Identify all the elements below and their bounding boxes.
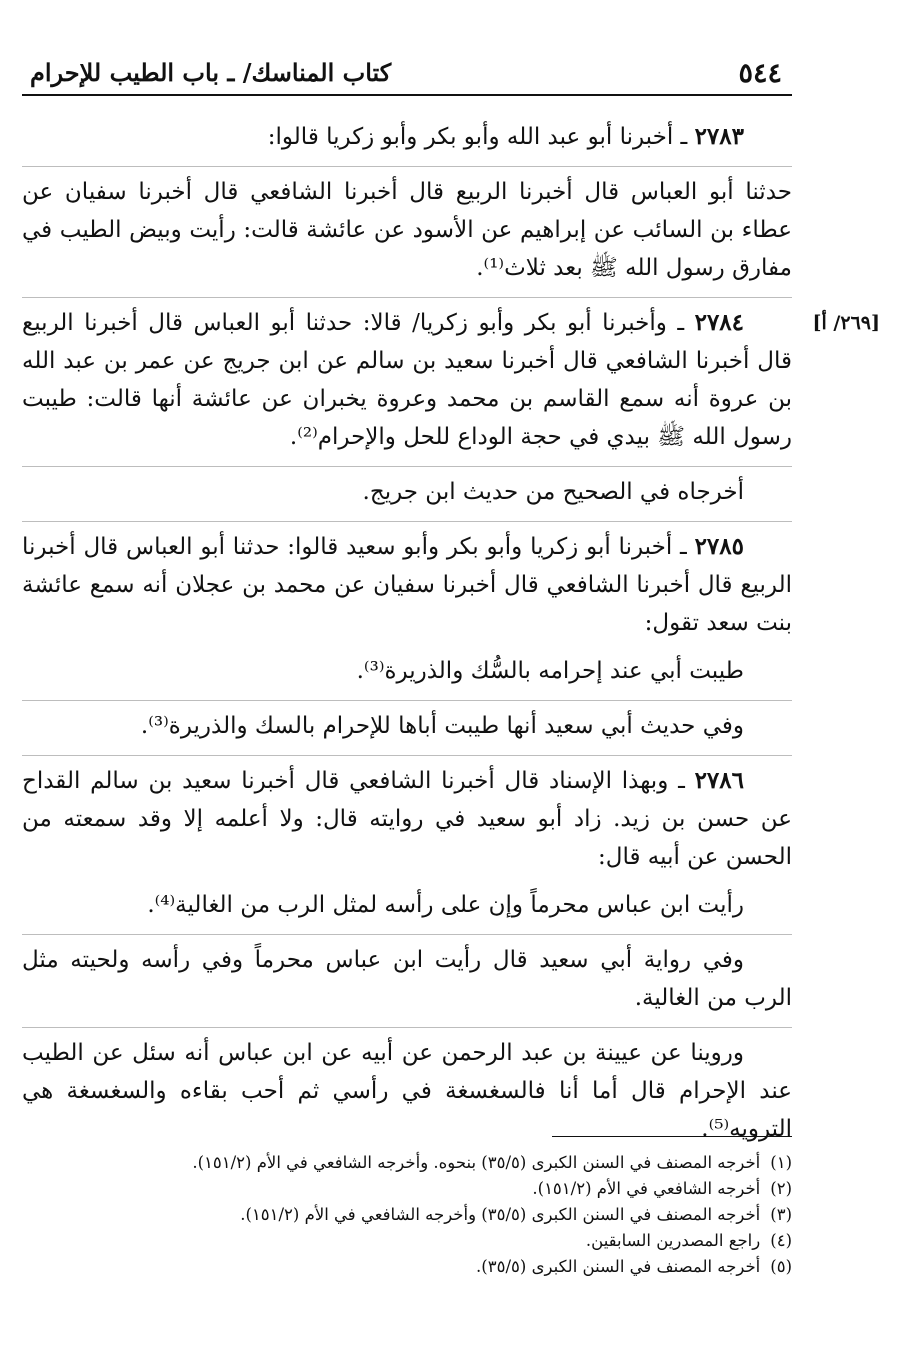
hadith-2785-quote xyxy=(22,652,792,690)
hadith-number: ٢٧٨٤ xyxy=(694,309,745,336)
hadith-number: ٢٧٨٦ xyxy=(694,767,744,794)
footnote-number: (٢) xyxy=(770,1179,792,1198)
footnote-text: أخرجه المصنف في السنن الكبرى (٣٥/٥) وأخرجه الشافعي في الأم (١٥١/٢). xyxy=(240,1205,761,1224)
footnote-5 xyxy=(112,1254,792,1280)
paragraph-text: طيبت أبي عند إحرامه بالسُّك والذريرة⁽³⁾. xyxy=(356,658,744,684)
hadith-2783-text xyxy=(22,166,792,287)
paragraph-text: وفي رواية أبي سعيد قال رأيت ابن عباس محرماً وفي رأسه ولحيته مثل الرب من الغالية. xyxy=(22,947,792,1011)
paragraph-text: ـ أخبرنا أبو عبد الله وأبو بكر وأبو زكريا قالوا: xyxy=(267,124,695,150)
page-header xyxy=(22,48,792,96)
hadith-number: ٢٧٨٣ xyxy=(694,123,744,150)
footnote-text: أخرجه المصنف في السنن الكبرى (٣٥/٥). xyxy=(476,1257,761,1276)
paragraph-text: وفي حديث أبي سعيد أنها طيبت أباها للإحرام بالسك والذريرة⁽³⁾. xyxy=(140,713,744,739)
page-number: ٥٤٤ xyxy=(738,58,782,89)
paragraph-text: وروينا عن عيينة بن عبد الرحمن عن أبيه عن ابن عباس أنه سئل عن الطيب عند الإحرام قال أما أنا فالسغسغة في رأسي ثم أحب بقاءه والسغسغة هي الترويه⁽⁵⁾. xyxy=(22,1040,792,1142)
hadith-2783-heading xyxy=(22,118,792,156)
footnote-3 xyxy=(112,1202,792,1228)
footnote-1 xyxy=(112,1150,792,1176)
paragraph-text: أخرجاه في الصحيح من حديث ابن جريج. xyxy=(362,479,744,505)
footnote-text: أخرجه الشافعي في الأم (١٥١/٢). xyxy=(532,1179,761,1198)
hadith-2785 xyxy=(22,521,792,642)
paragraph-text: ـ وأخبرنا أبو بكر وأبو زكريا/ قالا: حدثنا أبو العباس قال أخبرنا الربيع قال أخبرنا الشافعي قال أخبرنا سعيد بن سالم عن ابن جريج عن عمر بن عبد الله بن عروة أنه سمع القاسم بن محمد وعروة يخبران عن عائشة أنها قالت: طيبت رسول الله ﷺ بيدي في حجة الوداع للحل والإحرام⁽²⁾. xyxy=(22,310,792,450)
paragraph-text: رأيت ابن عباس محرماً وإن على رأسه لمثل الرب من الغالية⁽⁴⁾. xyxy=(147,892,744,918)
footnote-number: (٤) xyxy=(770,1231,792,1250)
main-text xyxy=(22,118,792,1158)
footnote-2 xyxy=(112,1176,792,1202)
paragraph-text: حدثنا أبو العباس قال أخبرنا الربيع قال أخبرنا الشافعي قال أخبرنا سفيان عن عطاء بن السائب عن إبراهيم عن الأسود عن عائشة قالت: رأيت وبيض الطيب في مفارق رسول الله ﷺ بعد ثلاث⁽¹⁾. xyxy=(22,179,792,281)
hadith-2784 xyxy=(22,297,792,456)
paragraph-text: ـ وبهذا الإسناد قال أخبرنا الشافعي قال أخبرنا سعيد بن سالم القداح عن حسن بن زيد. زاد أبو سعيد في روايته قال: ولا أعلمه إلا وقد سمعته من الحسن عن أبيه قال: xyxy=(22,768,792,870)
footnote-number: (٥) xyxy=(770,1257,792,1276)
footnotes xyxy=(112,1150,792,1280)
hadith-2786-variant xyxy=(22,934,792,1017)
hadith-number: ٢٧٨٥ xyxy=(694,533,744,560)
closing-report xyxy=(22,1027,792,1148)
paragraph-text: ـ أخبرنا أبو زكريا وأبو بكر وأبو سعيد قالوا: حدثنا أبو العباس قال أخبرنا الربيع قال أخبرنا الشافعي قال أخبرنا سفيان عن محمد بن عجلان أنه سمع عائشة بنت سعد تقول: xyxy=(22,534,792,636)
hadith-2785-variant xyxy=(22,700,792,745)
footnote-text: أخرجه المصنف في السنن الكبرى (٣٥/٥) بنحوه. وأخرجه الشافعي في الأم (١٥١/٢). xyxy=(192,1153,761,1172)
footnote-4 xyxy=(112,1228,792,1254)
running-title: كتاب المناسك/ ـ باب الطيب للإحرام xyxy=(30,58,392,87)
margin-folio-note: [٢٦٩/ أ] xyxy=(812,312,880,334)
takhrij-note xyxy=(22,466,792,511)
footnote-text: راجع المصدرين السابقين. xyxy=(585,1231,761,1250)
footnote-number: (١) xyxy=(770,1153,792,1172)
hadith-2786-quote xyxy=(22,886,792,924)
footnote-number: (٣) xyxy=(770,1205,792,1224)
hadith-2786 xyxy=(22,755,792,876)
footnote-separator xyxy=(552,1136,792,1137)
